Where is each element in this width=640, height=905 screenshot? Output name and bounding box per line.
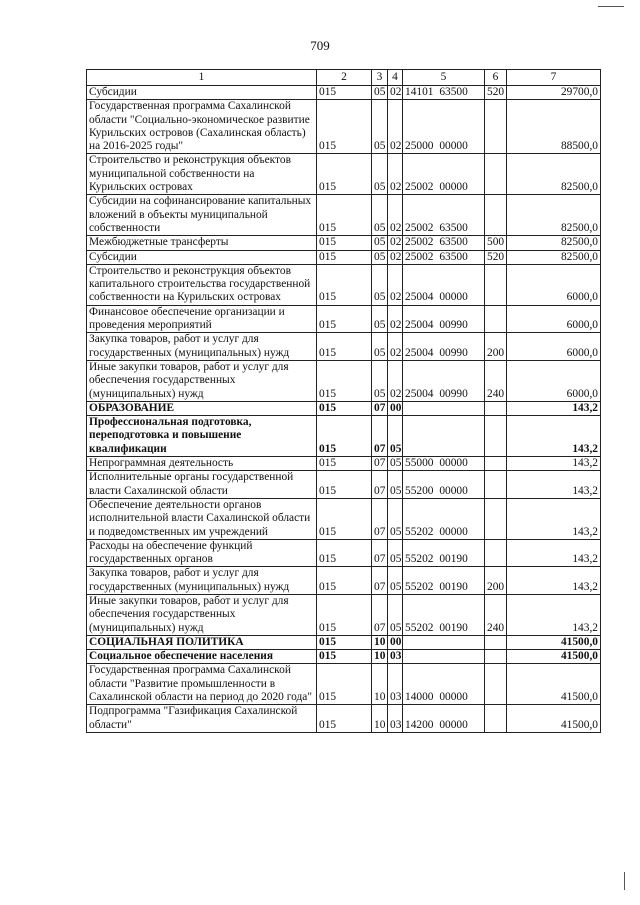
expense-type-code: 240 [485,594,507,635]
amount: 143,2 [507,539,601,567]
ved-code: 015 [317,264,372,305]
table-row [87,195,601,236]
row-name: Обеспечение деятельности органов исполнительной власти Сахалинской области и подведомственных им учреждений [87,498,317,539]
subsection-code: 05 [388,594,403,635]
target-article-code: 25000 00000 [403,100,485,154]
table-row [87,305,601,333]
amount: 6000,0 [507,333,601,361]
section-code: 05 [372,236,388,250]
row-name: Субсидии на софинансирование капитальных вложений в объекты муниципальной собственности [87,195,317,236]
column-number: 7 [507,70,601,86]
expense-type-code [485,457,507,471]
amount: 143,2 [507,594,601,635]
amount: 41500,0 [507,635,601,649]
amount: 82500,0 [507,154,601,195]
subsection-code: 05 [388,457,403,471]
section-code: 05 [372,264,388,305]
section-code: 05 [372,333,388,361]
expense-type-code: 200 [485,333,507,361]
row-name: Профессиональная подготовка, переподготовка и повышение квалификации [87,416,317,457]
table-row [87,250,601,264]
expense-type-code [485,416,507,457]
amount: 143,2 [507,567,601,595]
table-row [87,635,601,649]
expense-type-code [485,401,507,415]
target-article-code: 25004 00990 [403,305,485,333]
ved-code: 015 [317,594,372,635]
table-row [87,594,601,635]
subsection-code: 05 [388,416,403,457]
row-name: ОБРАЗОВАНИЕ [87,401,317,415]
row-name: Подпрограмма "Газификация Сахалинской области" [87,705,317,733]
subsection-code: 02 [388,86,403,100]
row-name: Иные закупки товаров, работ и услуг для обеспечения государственных (муниципальных) нужд [87,594,317,635]
ved-code: 015 [317,539,372,567]
subsection-code: 02 [388,195,403,236]
section-code: 10 [372,664,388,705]
expense-type-code [485,664,507,705]
ved-code: 015 [317,650,372,664]
expense-type-code [485,305,507,333]
row-name: СОЦИАЛЬНАЯ ПОЛИТИКА [87,635,317,649]
row-name: Межбюджетные трансферты [87,236,317,250]
table-row [87,457,601,471]
column-number: 4 [388,70,403,86]
amount: 82500,0 [507,236,601,250]
ved-code: 015 [317,705,372,733]
expense-type-code [485,154,507,195]
ved-code: 015 [317,416,372,457]
subsection-code: 03 [388,650,403,664]
target-article-code: 55202 00190 [403,539,485,567]
target-article-code: 25002 63500 [403,236,485,250]
expense-type-code: 240 [485,360,507,401]
column-number: 1 [87,70,317,86]
row-name: Расходы на обеспечение функций государственных органов [87,539,317,567]
column-number-row [87,70,601,86]
ved-code: 015 [317,250,372,264]
expense-type-code [485,650,507,664]
section-code: 07 [372,416,388,457]
expense-type-code: 520 [485,250,507,264]
section-code: 05 [372,250,388,264]
target-article-code: 55202 00190 [403,567,485,595]
expense-type-code [485,471,507,499]
ved-code: 015 [317,195,372,236]
target-article-code [403,650,485,664]
section-code: 07 [372,567,388,595]
row-name: Исполнительные органы государственной власти Сахалинской области [87,471,317,499]
amount: 88500,0 [507,100,601,154]
ved-code: 015 [317,100,372,154]
ved-code: 015 [317,236,372,250]
subsection-code: 02 [388,264,403,305]
amount: 82500,0 [507,250,601,264]
table-row [87,360,601,401]
budget-table [86,69,601,733]
amount: 143,2 [507,401,601,415]
table-row [87,86,601,100]
amount: 41500,0 [507,664,601,705]
row-name: Государственная программа Сахалинской области "Развитие промышленности в Сахалинской области на период до 2020 года" [87,664,317,705]
ved-code: 015 [317,86,372,100]
section-code: 07 [372,498,388,539]
row-name: Закупка товаров, работ и услуг для государственных (муниципальных) нужд [87,333,317,361]
target-article-code: 25004 00990 [403,360,485,401]
amount: 143,2 [507,471,601,499]
amount: 143,2 [507,416,601,457]
section-code: 05 [372,305,388,333]
subsection-code: 03 [388,664,403,705]
amount: 6000,0 [507,360,601,401]
target-article-code: 25002 63500 [403,250,485,264]
target-article-code [403,635,485,649]
ved-code: 015 [317,567,372,595]
expense-type-code [485,195,507,236]
amount: 6000,0 [507,264,601,305]
row-name: Строительство и реконструкция объектов муниципальной собственности на Курильских островах [87,154,317,195]
section-code: 07 [372,457,388,471]
row-name: Закупка товаров, работ и услуг для государственных (муниципальных) нужд [87,567,317,595]
table-row [87,100,601,154]
amount: 6000,0 [507,305,601,333]
section-code: 07 [372,594,388,635]
target-article-code: 25002 63500 [403,195,485,236]
subsection-code: 02 [388,236,403,250]
ved-code: 015 [317,305,372,333]
scan-mark [624,872,625,890]
column-number: 6 [485,70,507,86]
subsection-code: 02 [388,360,403,401]
column-number: 5 [403,70,485,86]
amount: 143,2 [507,498,601,539]
target-article-code [403,416,485,457]
row-name: Финансовое обеспечение организации и проведения мероприятий [87,305,317,333]
table-row [87,650,601,664]
target-article-code: 14101 63500 [403,86,485,100]
subsection-code: 05 [388,498,403,539]
target-article-code: 55200 00000 [403,471,485,499]
table-row [87,264,601,305]
subsection-code: 02 [388,333,403,361]
expense-type-code: 500 [485,236,507,250]
expense-type-code: 520 [485,86,507,100]
ved-code: 015 [317,333,372,361]
ved-code: 015 [317,154,372,195]
expense-type-code [485,705,507,733]
section-code: 05 [372,86,388,100]
table-row [87,664,601,705]
table-row [87,705,601,733]
table-row [87,471,601,499]
ved-code: 015 [317,664,372,705]
subsection-code: 02 [388,250,403,264]
amount: 82500,0 [507,195,601,236]
page-number: 709 [310,38,330,53]
amount: 29700,0 [507,86,601,100]
section-code: 05 [372,195,388,236]
subsection-code: 05 [388,567,403,595]
target-article-code: 55000 00000 [403,457,485,471]
section-code: 10 [372,650,388,664]
expense-type-code [485,100,507,154]
scan-mark [598,6,624,7]
ved-code: 015 [317,635,372,649]
expense-type-code [485,498,507,539]
section-code: 07 [372,401,388,415]
target-article-code [403,401,485,415]
expense-type-code [485,264,507,305]
section-code: 05 [372,154,388,195]
target-article-code: 25004 00990 [403,333,485,361]
row-name: Субсидии [87,86,317,100]
ved-code: 015 [317,360,372,401]
table-row [87,416,601,457]
target-article-code: 25004 00000 [403,264,485,305]
expense-type-code: 200 [485,567,507,595]
amount: 41500,0 [507,650,601,664]
subsection-code: 02 [388,154,403,195]
subsection-code: 05 [388,539,403,567]
table-row [87,154,601,195]
row-name: Строительство и реконструкция объектов капитального строительства государственной собственности на Курильских островах [87,264,317,305]
row-name: Государственная программа Сахалинской области "Социально-экономическое развитие Курильских островов (Сахалинская область) на 2016-2025 годы" [87,100,317,154]
table-row [87,333,601,361]
column-number: 3 [372,70,388,86]
subsection-code: 00 [388,635,403,649]
subsection-code: 05 [388,471,403,499]
target-article-code: 25002 00000 [403,154,485,195]
subsection-code: 02 [388,305,403,333]
row-name: Непрограммная деятельность [87,457,317,471]
table-row [87,236,601,250]
table-row [87,498,601,539]
column-number: 2 [317,70,372,86]
ved-code: 015 [317,471,372,499]
amount: 41500,0 [507,705,601,733]
row-name: Субсидии [87,250,317,264]
section-code: 05 [372,360,388,401]
row-name: Социальное обеспечение населения [87,650,317,664]
subsection-code: 03 [388,705,403,733]
ved-code: 015 [317,498,372,539]
expense-type-code [485,635,507,649]
subsection-code: 00 [388,401,403,415]
ved-code: 015 [317,401,372,415]
target-article-code: 14000 00000 [403,664,485,705]
target-article-code: 55202 00000 [403,498,485,539]
section-code: 10 [372,635,388,649]
subsection-code: 02 [388,100,403,154]
ved-code: 015 [317,457,372,471]
table-row [87,567,601,595]
expense-type-code [485,539,507,567]
section-code: 07 [372,471,388,499]
section-code: 10 [372,705,388,733]
table-row [87,539,601,567]
amount: 143,2 [507,457,601,471]
section-code: 05 [372,100,388,154]
target-article-code: 55202 00190 [403,594,485,635]
row-name: Иные закупки товаров, работ и услуг для обеспечения государственных (муниципальных) нужд [87,360,317,401]
target-article-code: 14200 00000 [403,705,485,733]
table-row [87,401,601,415]
section-code: 07 [372,539,388,567]
